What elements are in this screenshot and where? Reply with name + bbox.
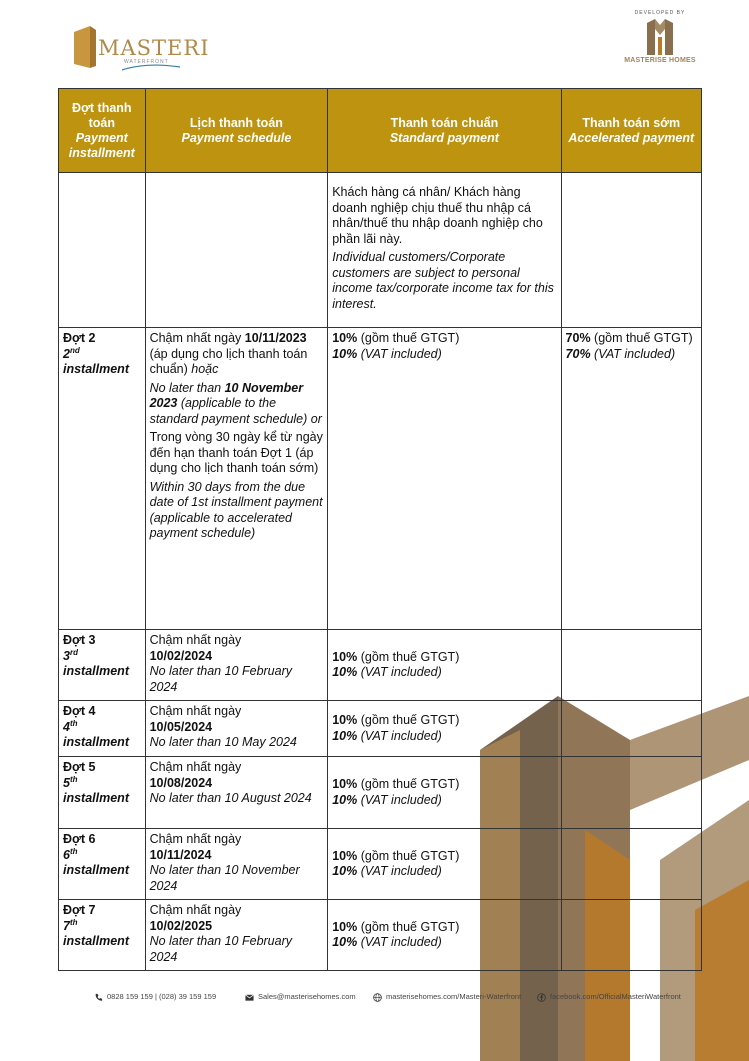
table-row <box>59 701 702 757</box>
cell-standard: 10% (gồm thuế GTGT) 10% (VAT included) <box>328 829 561 900</box>
developer-brand: MASTERISE HOMES <box>624 57 696 64</box>
logo-wordmark: MASTERI <box>98 36 210 60</box>
cell-standard: 10% (gồm thuế GTGT) 10% (VAT included) <box>328 630 561 701</box>
logo-swoosh-icon <box>120 62 182 72</box>
cell-schedule-empty <box>145 173 328 328</box>
cell-schedule: Chậm nhất ngày 10/08/2024 No later than 10 August 2024 <box>145 757 328 829</box>
cell-schedule: Chậm nhất ngày 10/02/2025 No later than 10 February 2024 <box>145 900 328 971</box>
cell-schedule: Chậm nhất ngày 10/11/2024 No later than 10 November 2024 <box>145 829 328 900</box>
table-header-row <box>59 89 702 173</box>
payment-schedule-table <box>58 88 702 971</box>
contact-footer <box>0 990 749 1006</box>
cell-installment: Đợt 7 7th installment <box>59 900 146 971</box>
phone-icon <box>94 993 103 1002</box>
table-row <box>59 328 702 630</box>
cell-schedule: Chậm nhất ngày 10/05/2024 No later than 10 May 2024 <box>145 701 328 757</box>
footer-phone: 0828 159 159 | (028) 39 159 159 <box>94 992 216 1002</box>
globe-icon <box>373 993 382 1002</box>
cell-standard: 10% (gồm thuế GTGT) 10% (VAT included) <box>328 328 561 630</box>
cell-standard: 10% (gồm thuế GTGT) 10% (VAT included) <box>328 757 561 829</box>
cell-schedule: Chậm nhất ngày 10/02/2024 No later than 10 February 2024 <box>145 630 328 701</box>
footer-email[interactable]: Sales@masterisehomes.com <box>245 992 356 1002</box>
cell-accelerated-empty <box>561 701 701 757</box>
cell-accelerated: 70% (gồm thuế GTGT) 70% (VAT included) <box>561 328 701 630</box>
cell-accelerated-empty <box>561 173 701 328</box>
table-row <box>59 173 702 328</box>
facebook-icon <box>537 993 546 1002</box>
cell-standard: 10% (gồm thuế GTGT) 10% (VAT included) <box>328 701 561 757</box>
header-accelerated: Thanh toán sớm Accelerated payment <box>561 89 701 173</box>
footer-website[interactable]: masterisehomes.com/Masteri-Waterfront <box>373 992 521 1002</box>
table-row <box>59 757 702 829</box>
table-row <box>59 829 702 900</box>
cell-schedule: Chậm nhất ngày 10/11/2023 (áp dụng cho lịch thanh toán chuẩn) hoặc No later than 10 November 2023 (applicable to the standard payment schedule) or Trong vòng 30 ngày kể từ ngày đến hạn thanh toán Đợt 1 (áp dụng cho lịch thanh toán sớm) Within 30 days from the due date of 1st installment payment (applicable to accelerated payment schedule) <box>145 328 328 630</box>
cell-accelerated-empty <box>561 829 701 900</box>
mail-icon <box>245 993 254 1002</box>
masteri-waterfront-logo <box>72 24 210 74</box>
cell-accelerated-empty <box>561 630 701 701</box>
cell-installment-empty <box>59 173 146 328</box>
masteri-logo-mark-icon <box>72 26 98 68</box>
developed-by-label: DEVELOPED BY <box>634 10 686 16</box>
footer-facebook[interactable]: facebook.com/OfficialMasteriWaterfront <box>537 992 681 1002</box>
cell-standard: 10% (gồm thuế GTGT) 10% (VAT included) <box>328 900 561 971</box>
header-installment: Đợt thanh toán Payment installment <box>59 89 146 173</box>
cell-standard-note: Khách hàng cá nhân/ Khách hàng doanh nghiệp chịu thuế thu nhập cá nhân/thuế thu nhập doanh nghiệp cho phần lãi này. Individual customers/Corporate customers are subject to personal income tax/corporate income tax for this interest. <box>328 173 561 328</box>
masterise-homes-logo <box>620 10 700 80</box>
cell-installment: Đợt 5 5th installment <box>59 757 146 829</box>
table-row <box>59 630 702 701</box>
cell-installment: Đợt 6 6th installment <box>59 829 146 900</box>
header-schedule: Lịch thanh toán Payment schedule <box>145 89 328 173</box>
table-row <box>59 900 702 971</box>
cell-installment: Đợt 4 4th installment <box>59 701 146 757</box>
cell-accelerated-empty <box>561 757 701 829</box>
logo-subtext: WATERFRONT <box>124 59 169 65</box>
cell-installment: Đợt 2 2nd installment <box>59 328 146 630</box>
cell-installment: Đợt 3 3rd installment <box>59 630 146 701</box>
header-standard: Thanh toán chuẩn Standard payment <box>328 89 561 173</box>
masterise-mm-icon <box>645 19 675 55</box>
cell-accelerated-empty <box>561 900 701 971</box>
